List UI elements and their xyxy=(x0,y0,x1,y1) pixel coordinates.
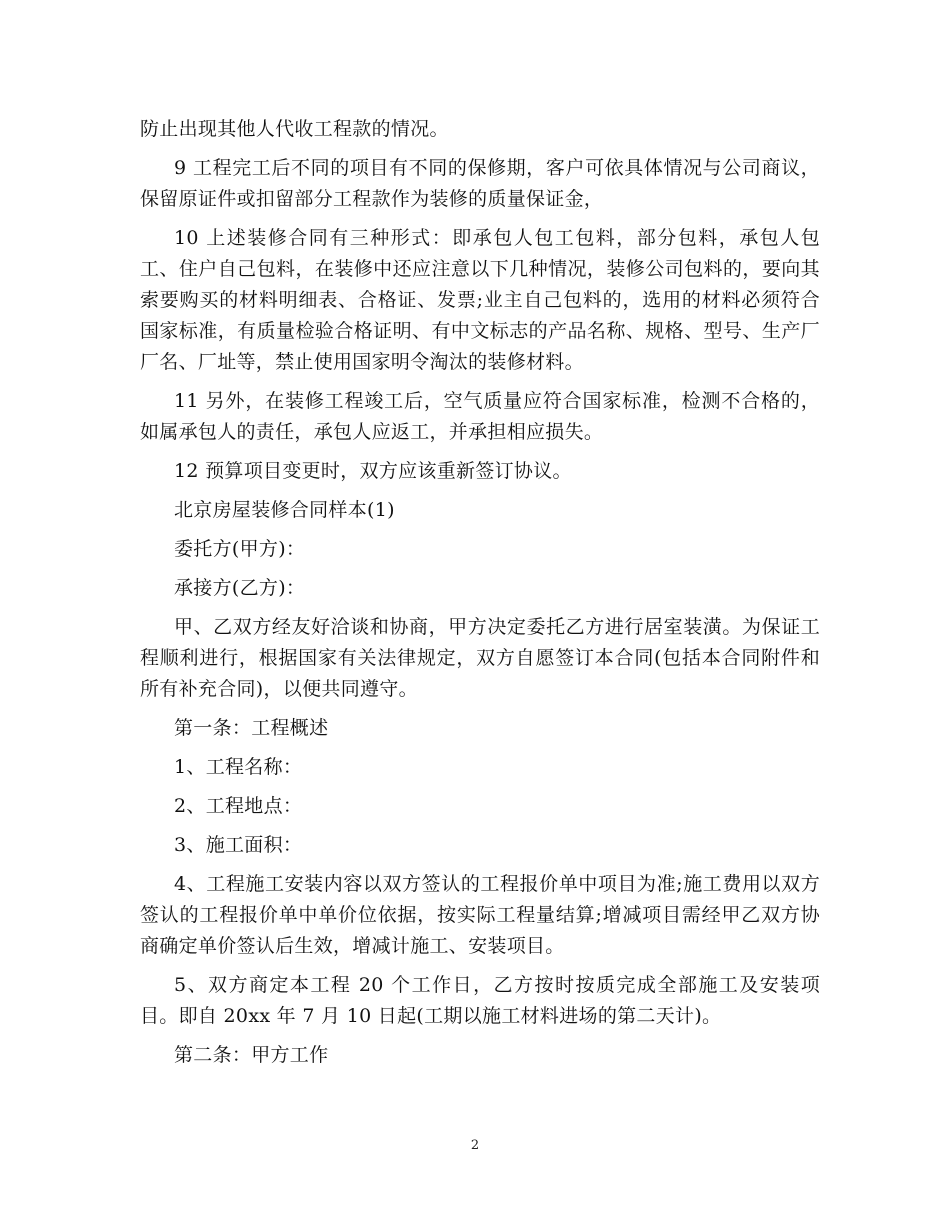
article-2-heading: 第二条：甲方工作 xyxy=(174,1044,329,1066)
contractor-party-line: 承接方(乙方)： xyxy=(174,577,306,599)
paragraph-item-11: 11 另外，在装修工程竣工后，空气质量应符合国家标准，检测不合格的，如属承包人的责任，承包人应返工，并承担相应损失。 xyxy=(140,390,820,443)
paragraph-continuation: 防止出现其他人代收工程款的情况。 xyxy=(140,118,449,140)
article-1-heading: 第一条：工程概述 xyxy=(174,717,329,739)
project-location-line: 2、工程地点： xyxy=(174,795,303,817)
paragraph-item-12: 12 预算项目变更时，双方应该重新签订协议。 xyxy=(174,460,572,482)
document-body xyxy=(140,114,820,1071)
construction-area-line: 3、施工面积： xyxy=(174,834,303,856)
contract-title: 北京房屋装修合同样本(1) xyxy=(174,499,395,521)
contract-preamble: 甲、乙双方经友好洽谈和协商，甲方决定委托乙方进行居室装潢。为保证工程顺利进行，根据国家有关法律规定，双方自愿签订本合同(包括本合同附件和所有补充合同)，以便共同遵守。 xyxy=(140,616,820,700)
paragraph-item-9: 9 工程完工后不同的项目有不同的保修期，客户可依具体情况与公司商议，保留原证件或扣留部分工程款作为装修的质量保证金， xyxy=(140,157,820,210)
project-name-line: 1、工程名称： xyxy=(174,756,303,778)
paragraph-item-10: 10 上述装修合同有三种形式：即承包人包工包料，部分包料，承包人包工、住户自己包料，在装修中还应注意以下几种情况，装修公司包料的，要向其索要购买的材料明细表、合格证、发票;业主自己包料的，选用的材料必须符合国家标准，有质量检验合格证明、有中文标志的产品名称、规格、型号、生产厂厂名、厂址等，禁止使用国家明令淘汰的装修材料。 xyxy=(140,227,820,373)
client-party-line: 委托方(甲方)： xyxy=(174,538,306,560)
installation-scope-clause: 4、工程施工安装内容以双方签认的工程报价单中项目为准;施工费用以双方签认的工程报价单中单价位依据，按实际工程量结算;增减项目需经甲乙双方协商确定单价签认后生效，增减计施工、安装项目。 xyxy=(140,873,820,957)
schedule-clause: 5、双方商定本工程 20 个工作日，乙方按时按质完成全部施工及安装项目。即自 20xx 年 7 月 10 日起(工期以施工材料进场的第二天计)。 xyxy=(140,974,820,1027)
page-number: 2 xyxy=(470,1138,480,1153)
